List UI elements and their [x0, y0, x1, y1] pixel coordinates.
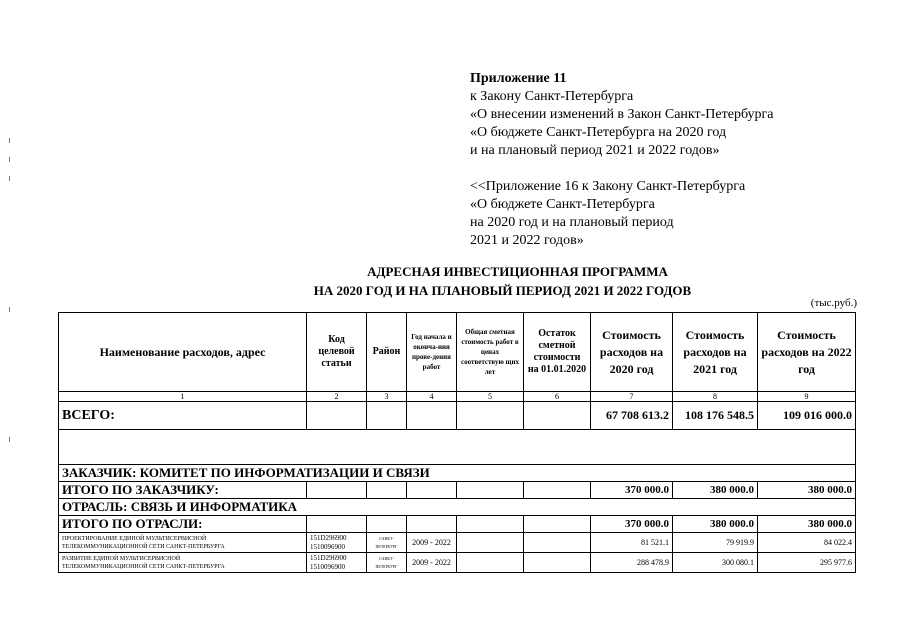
grand-total-2021: 108 176 548.5	[673, 402, 758, 430]
appendix-line: «О бюджете Санкт-Петербурга на 2020 год	[470, 125, 727, 140]
spacer-row	[59, 430, 856, 465]
column-number: 9	[758, 392, 856, 402]
industry-total-2022: 380 000.0	[758, 516, 856, 533]
project-rayon: САНКТ-ПЕТЕРБУРГ	[367, 553, 407, 573]
column-number: 8	[673, 392, 758, 402]
industry-total-label: ИТОГО ПО ОТРАСЛИ:	[59, 516, 307, 533]
project-cost-2021: 300 080.1	[673, 553, 758, 573]
customer-total-row	[59, 482, 856, 499]
project-cost-2022: 84 022.4	[758, 533, 856, 553]
project-row	[59, 533, 856, 553]
industry-row	[59, 499, 856, 516]
project-years: 2009 - 2022	[407, 553, 457, 573]
grand-total-2022: 109 016 000.0	[758, 402, 856, 430]
appendix16-line: «О бюджете Санкт-Петербурга	[470, 197, 655, 212]
column-number: 2	[307, 392, 367, 402]
investment-table	[58, 312, 856, 573]
project-code-line: 151D296900	[310, 533, 347, 542]
industry-total-2021: 380 000.0	[673, 516, 758, 533]
program-title	[0, 262, 905, 300]
project-rayon: САНКТ-ПЕТЕРБУРГ	[367, 533, 407, 553]
customer-total-2021: 380 000.0	[673, 482, 758, 499]
column-number: 1	[59, 392, 307, 402]
customer-total-label: ИТОГО ПО ЗАКАЗЧИКУ:	[59, 482, 307, 499]
project-code	[307, 553, 367, 573]
appendix16-line: <<Приложение 16 к Закону Санкт-Петербурга	[470, 179, 746, 194]
appendix-line: и на плановый период 2021 и 2022 годов»	[470, 143, 720, 158]
header-cost-2020: Стоимость расходов на 2020 год	[591, 313, 673, 392]
appendix-title: Приложение 11	[470, 71, 567, 86]
project-cost-2020: 288 478.9	[591, 553, 673, 573]
project-years: 2009 - 2022	[407, 533, 457, 553]
column-number: 3	[367, 392, 407, 402]
column-number-row	[59, 392, 856, 402]
grand-total-2020: 67 708 613.2	[591, 402, 673, 430]
column-number: 6	[524, 392, 591, 402]
header-code: Код целевой статьи	[307, 313, 367, 392]
appendix16-line: 2021 и 2022 годов»	[470, 233, 584, 248]
project-code-line: 1510096900	[310, 562, 345, 571]
appendix-line: «О внесении изменений в Закон Санкт-Петербурга	[470, 107, 774, 122]
project-cost-2020: 81 521.1	[591, 533, 673, 553]
industry-total-2020: 370 000.0	[591, 516, 673, 533]
margin-mark	[9, 176, 10, 181]
column-number: 5	[457, 392, 524, 402]
appendix-header	[470, 70, 774, 160]
appendix-line: к Закону Санкт-Петербурга	[470, 89, 634, 104]
project-name-line: ПРОЕКТИРОВАНИЕ ЕДИНОЙ МУЛЬТИСЕРВИСНОЙ	[62, 535, 207, 542]
project-code-line: 1510096900	[310, 542, 345, 551]
header-years: Год начала и оконча-ния прове-дения работ	[407, 313, 457, 392]
customer-label: ЗАКАЗЧИК: КОМИТЕТ ПО ИНФОРМАТИЗАЦИИ И СВЯЗИ	[59, 465, 856, 482]
column-number: 7	[591, 392, 673, 402]
customer-total-2022: 380 000.0	[758, 482, 856, 499]
grand-total-label: ВСЕГО:	[59, 402, 307, 430]
header-cost-2021: Стоимость расходов на 2021 год	[673, 313, 758, 392]
project-cost-2022: 295 977.6	[758, 553, 856, 573]
margin-mark	[9, 157, 10, 162]
program-title-line1: АДРЕСНАЯ ИНВЕСТИЦИОННАЯ ПРОГРАММА	[367, 264, 668, 279]
customer-total-2020: 370 000.0	[591, 482, 673, 499]
margin-mark	[9, 307, 10, 312]
project-name-line: ТЕЛЕКОММУНИКАЦИОННОЙ СЕТИ САНКТ-ПЕТЕРБУРГА	[62, 543, 225, 550]
header-cost-2022: Стоимость расходов на 2022 год	[758, 313, 856, 392]
project-name	[59, 533, 307, 553]
header-name: Наименование расходов, адрес	[59, 313, 307, 392]
margin-mark	[9, 437, 10, 442]
appendix16-line: на 2020 год и на плановый период	[470, 215, 674, 230]
project-name-line: ТЕЛЕКОММУНИКАЦИОННОЙ СЕТИ САНКТ-ПЕТЕРБУРГА	[62, 563, 225, 570]
customer-row	[59, 465, 856, 482]
project-code-line: 151D296900	[310, 553, 347, 562]
project-code	[307, 533, 367, 553]
program-title-line2: НА 2020 ГОД И НА ПЛАНОВЫЙ ПЕРИОД 2021 И 2022 ГОДОВ	[313, 283, 692, 298]
grand-total-row	[59, 402, 856, 430]
column-number: 4	[407, 392, 457, 402]
header-rayon: Район	[367, 313, 407, 392]
project-name-line: РАЗВИТИЕ ЕДИНОЙ МУЛЬТИСЕРВИСНОЙ	[62, 555, 181, 562]
industry-total-row	[59, 516, 856, 533]
project-name	[59, 553, 307, 573]
margin-mark	[9, 138, 10, 143]
header-remaining-cost: Остаток сметной стоимости на 01.01.2020	[524, 313, 591, 392]
header-total-cost: Общая сметная стоимость работ в ценах соответствую щих лет	[457, 313, 524, 392]
project-cost-2021: 79 919.9	[673, 533, 758, 553]
project-row	[59, 553, 856, 573]
industry-label: ОТРАСЛЬ: СВЯЗЬ И ИНФОРМАТИКА	[59, 499, 856, 516]
table-header-row	[59, 313, 856, 392]
units-label: (тыс.руб.)	[810, 297, 857, 309]
appendix16-header	[470, 178, 745, 250]
